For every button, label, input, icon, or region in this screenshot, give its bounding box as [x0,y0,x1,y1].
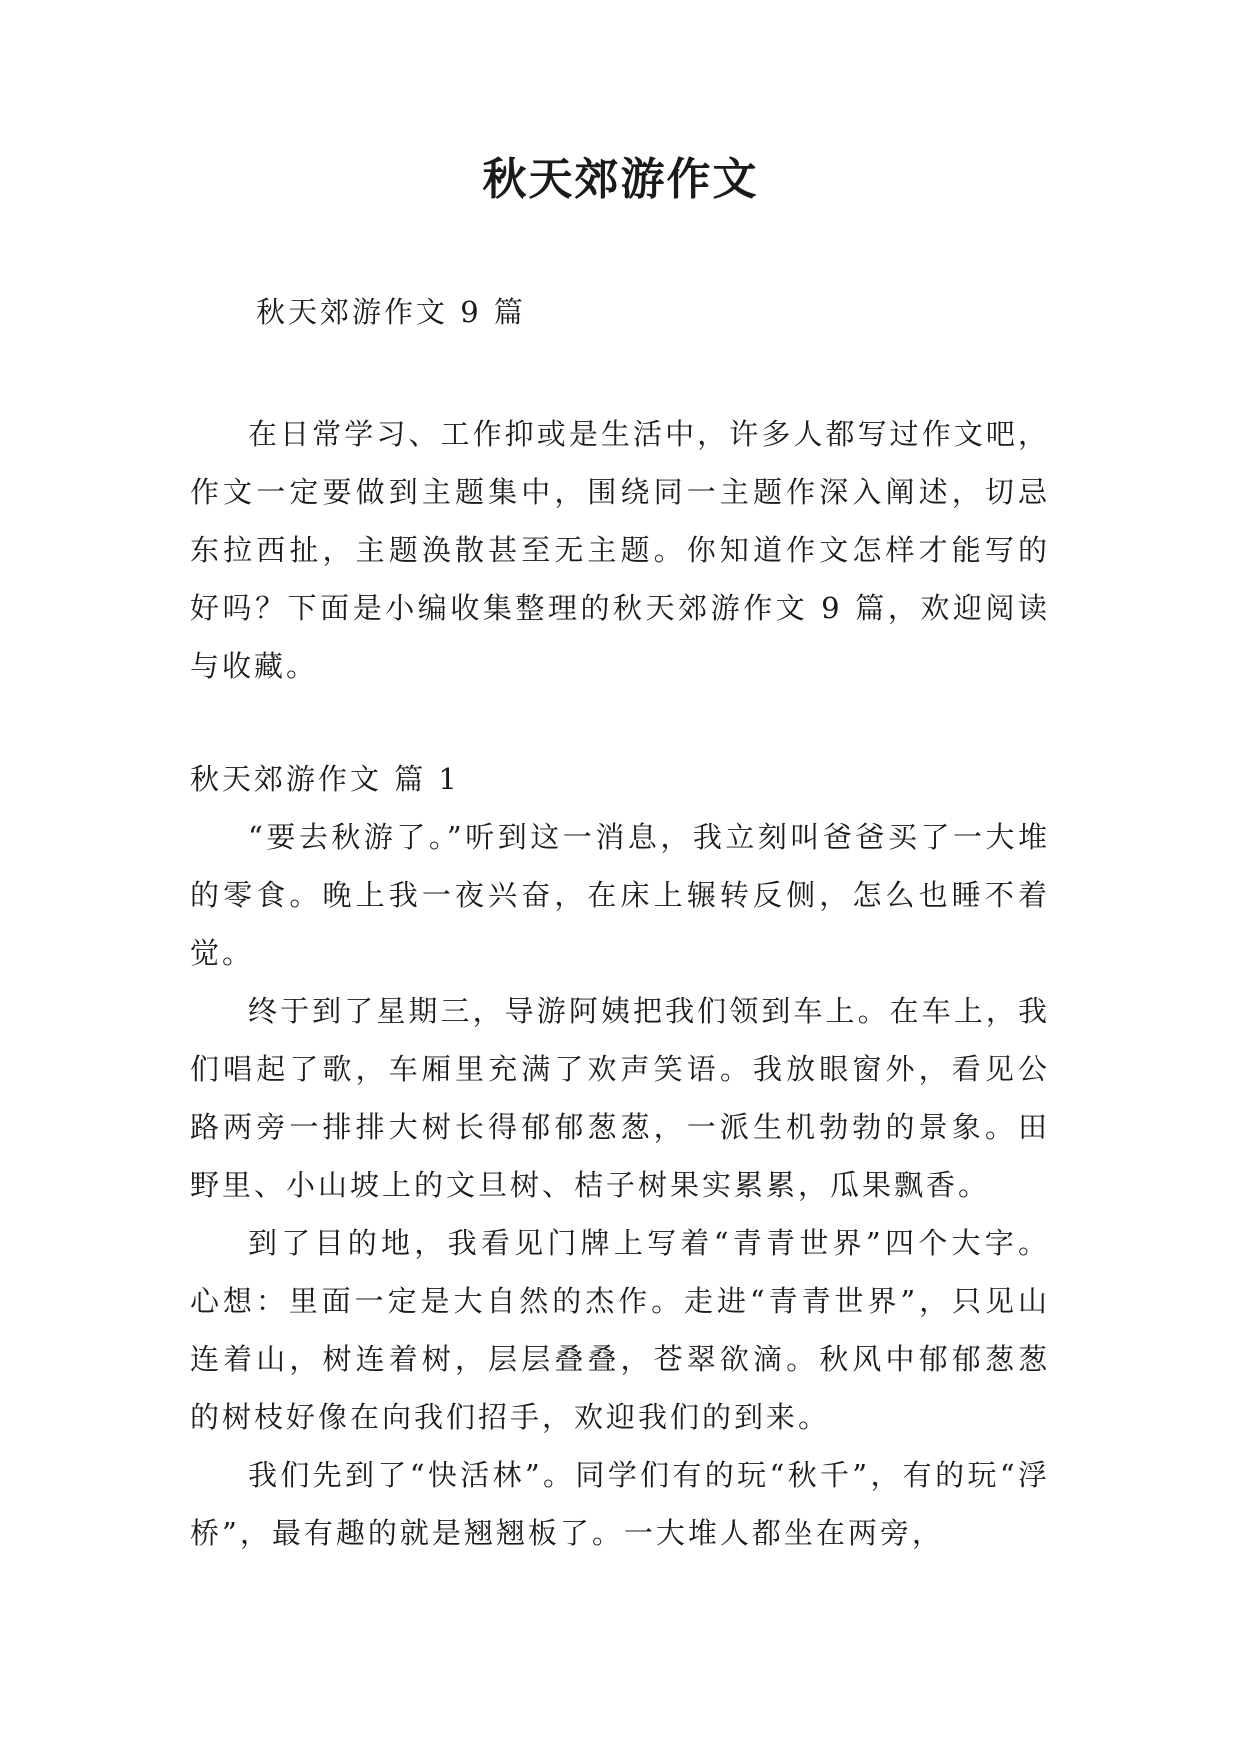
paragraph-4: 我们先到了“快活林”。同学们有的玩“秋千”，有的玩“浮桥”，最有趣的就是翘翘板了。一大堆人都坐在两旁， [190,1458,1050,1550]
paragraph-3: 到了目的地，我看见门牌上写着“青青世界”四个大字。心想：里面一定是大自然的杰作。走进“青青世界”，只见山连着山，树连着树，层层叠叠，苍翠欲滴。秋风中郁郁葱葱的树枝好像在向我们招手，欢迎我们的到来。 [190,1226,1050,1434]
document-subtitle: 秋天郊游作文 9 篇 [256,295,526,329]
paragraph-1: “要去秋游了。”听到这一消息，我立刻叫爸爸买了一大堆的零食。晚上我一夜兴奋，在床上辗转反侧，怎么也睡不着觉。 [190,820,1050,970]
document-title: 秋天郊游作文 [482,154,759,205]
section-heading: 秋天郊游作文 篇 1 [190,762,460,796]
paragraph-2: 终于到了星期三，导游阿姨把我们领到车上。在车上，我们唱起了歌，车厢里充满了欢声笑语。我放眼窗外，看见公路两旁一排排大树长得郁郁葱葱，一派生机勃勃的景象。田野里、小山坡上的文旦树、桔子树果实累累，瓜果飘香。 [190,994,1050,1202]
intro-paragraph: 在日常学习、工作抑或是生活中，许多人都写过作文吧，作文一定要做到主题集中，围绕同一主题作深入阐述，切忌东拉西扯，主题涣散甚至无主题。你知道作文怎样才能写的好吗？下面是小编收集整理的秋天郊游作文 9 篇，欢迎阅读与收藏。 [190,417,1050,683]
intro-block [190,405,1050,695]
section-1 [190,750,1050,1562]
